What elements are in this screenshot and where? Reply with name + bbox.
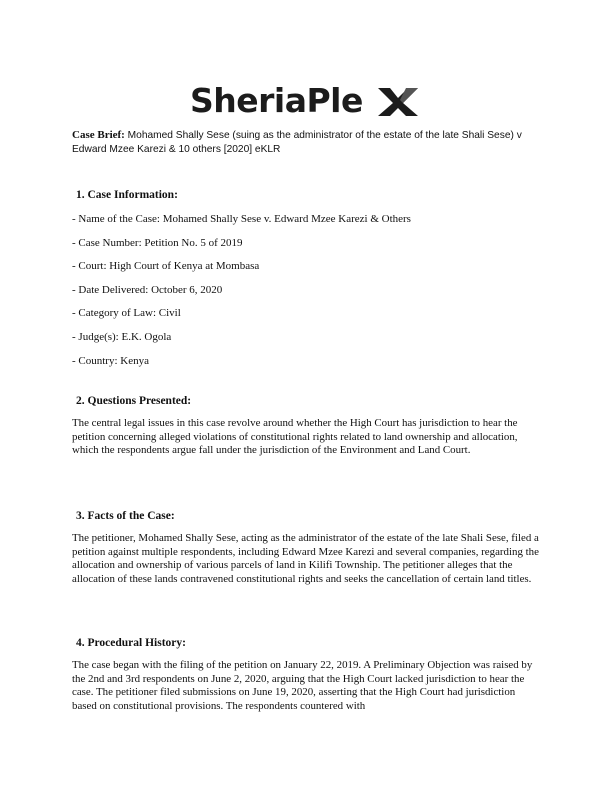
info-item-date: - Date Delivered: October 6, 2020 [72,283,223,296]
info-item-court: - Court: High Court of Kenya at Mombasa [72,260,260,273]
logo-x-icon [376,86,420,118]
section-case-information [72,188,542,368]
info-item-judge: - Judge(s): E.K. Ogola [72,330,172,343]
section-questions-presented [72,394,542,458]
section-facts [72,509,542,587]
logo-wordmark: SheriaPle [190,81,363,120]
section-procedural-history [72,636,542,714]
section-paragraph: The case began with the filing of the petition on January 22, 2019. A Preliminary Objection was raised by the 2nd and 3rd respondents on June 2, 2020, arguing that the High Court lacked jurisdiction to hear the case. The petitioner filed submissions on June 19, 2020, asserting that the High Court had jurisdiction based on constitutional provisions. The respondents countered with [72,659,533,713]
case-brief-text: Mohamed Shally Sese (suing as the administrator of the estate of the late Shali Sese) v Edward Mzee Karezi & 10 others [2020] eKLR [72,130,522,155]
info-item-country: - Country: Kenya [72,354,149,367]
case-brief-title [72,128,542,157]
section-heading: 2. Questions Presented: [76,395,192,407]
info-item-name: - Name of the Case: Mohamed Shally Sese v. Edward Mzee Karezi & Others [72,213,411,225]
section-heading: 3. Facts of the Case: [76,510,175,522]
section-paragraph: The petitioner, Mohamed Shally Sese, acting as the administrator of the estate of the late Shali Sese, filed a petition against multiple respondents, including Edward Mzee Karezi and several companies, regarding the allocation and ownership of various parcels of land in Kilifi Township. The petitioner alleges that the allocation of these lands contravened constitutional rights and seeks the cancellation of certain land titles. [72,532,539,586]
section-heading: 4. Procedural History: [76,637,186,649]
info-item-category: - Category of Law: Civil [72,307,181,320]
info-item-number: - Case Number: Petition No. 5 of 2019 [72,236,243,249]
case-brief-label: Case Brief: [72,129,125,141]
sheriaplex-logo [190,80,420,122]
section-heading: 1. Case Information: [76,189,178,201]
section-paragraph: The central legal issues in this case revolve around whether the High Court has jurisdiction to hear the petition concerning alleged violations of constitutional rights related to land ownership and allocation, which the respondents argue fall under the jurisdiction of the Environment and Land Court. [72,417,518,457]
